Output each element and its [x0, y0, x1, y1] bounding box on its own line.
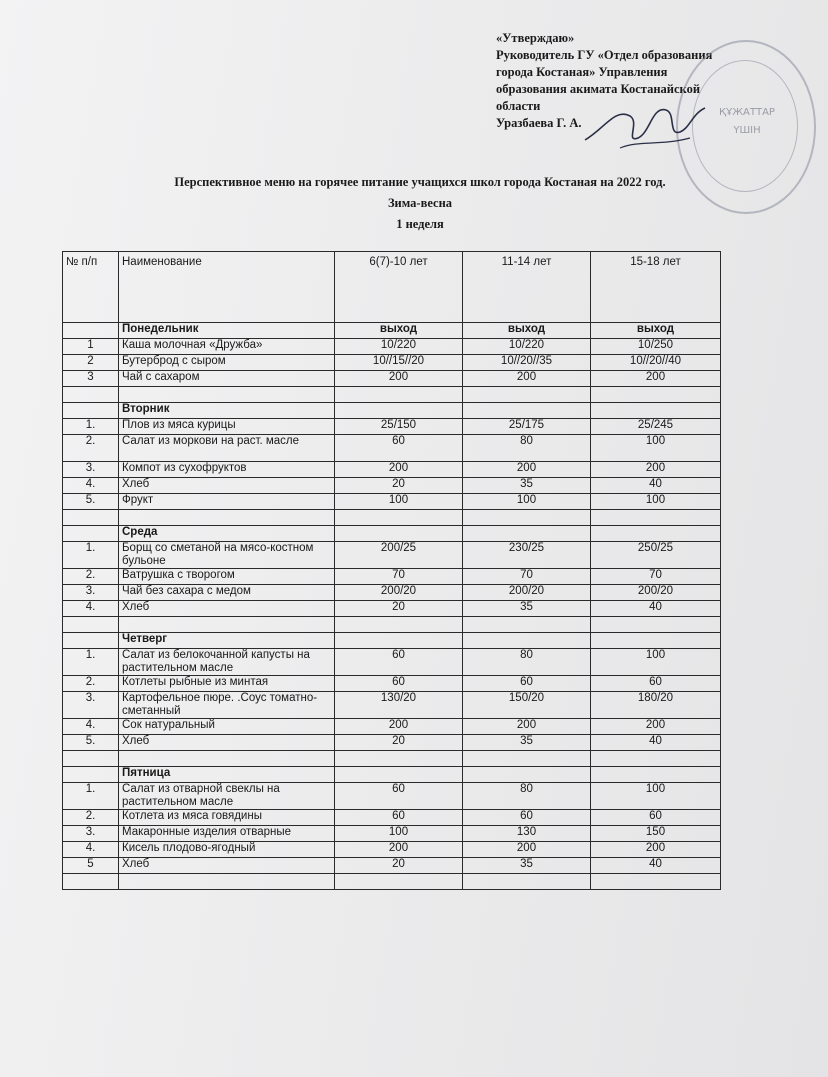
portion-age-6-10: 70	[335, 569, 463, 585]
portion-age-6-10: 20	[335, 858, 463, 874]
empty-cell	[335, 874, 463, 890]
item-number: 1.	[63, 542, 119, 569]
portion-age-11-14: 150/20	[463, 692, 591, 719]
portion-age-11-14: 25/175	[463, 419, 591, 435]
dish-name: Сок натуральный	[119, 719, 335, 735]
approval-line: образования акимата Костанайской	[496, 82, 701, 96]
table-row	[63, 494, 721, 510]
portion-age-6-10: 20	[335, 478, 463, 494]
spacer-row	[63, 617, 721, 633]
menu-week: 1 неделя	[396, 217, 444, 231]
table-row	[63, 585, 721, 601]
dish-name: Макаронные изделия отварные	[119, 826, 335, 842]
portion-age-15-18: 70	[591, 569, 721, 585]
item-number: 2	[63, 355, 119, 371]
empty-cell	[63, 323, 119, 339]
item-number: 5	[63, 858, 119, 874]
portion-age-6-10: 60	[335, 649, 463, 676]
portion-age-15-18: 40	[591, 601, 721, 617]
output-label	[335, 403, 463, 419]
item-number: 3.	[63, 692, 119, 719]
approval-line: области	[496, 99, 541, 113]
portion-age-6-10: 100	[335, 494, 463, 510]
header-age-6-10: 6(7)-10 лет	[335, 252, 463, 323]
portion-age-6-10: 60	[335, 810, 463, 826]
dish-name: Чай без сахара с медом	[119, 585, 335, 601]
portion-age-15-18: 180/20	[591, 692, 721, 719]
portion-age-6-10: 200	[335, 719, 463, 735]
portion-age-15-18: 40	[591, 478, 721, 494]
portion-age-6-10: 200	[335, 371, 463, 387]
menu-season: Зима-весна	[387, 196, 453, 210]
empty-cell	[591, 617, 721, 633]
day-name: Четверг	[119, 633, 335, 649]
empty-cell	[63, 767, 119, 783]
output-label	[335, 767, 463, 783]
spacer-row	[63, 510, 721, 526]
portion-age-11-14: 35	[463, 858, 591, 874]
portion-age-11-14: 200	[463, 719, 591, 735]
output-label	[591, 526, 721, 542]
item-number: 5.	[63, 494, 119, 510]
item-number: 2.	[63, 569, 119, 585]
portion-age-11-14: 35	[463, 478, 591, 494]
table-row	[63, 810, 721, 826]
empty-cell	[463, 510, 591, 526]
portion-age-15-18: 100	[591, 649, 721, 676]
dish-name: Салат из моркови на раст. масле	[119, 435, 335, 462]
portion-age-15-18: 60	[591, 676, 721, 692]
portion-age-15-18: 25/245	[591, 419, 721, 435]
empty-cell	[119, 617, 335, 633]
portion-age-6-10: 200/25	[335, 542, 463, 569]
dish-name: Хлеб	[119, 601, 335, 617]
output-label	[463, 403, 591, 419]
empty-cell	[63, 403, 119, 419]
signature-scribble	[580, 88, 710, 158]
table-row	[63, 601, 721, 617]
portion-age-11-14: 70	[463, 569, 591, 585]
portion-age-11-14: 10//20//35	[463, 355, 591, 371]
portion-age-15-18: 10//20//40	[591, 355, 721, 371]
empty-cell	[591, 387, 721, 403]
empty-cell	[63, 633, 119, 649]
item-number: 3	[63, 371, 119, 387]
day-row	[63, 767, 721, 783]
item-number: 4.	[63, 601, 119, 617]
portion-age-6-10: 200	[335, 842, 463, 858]
item-number: 3.	[63, 462, 119, 478]
item-number: 4.	[63, 842, 119, 858]
day-name: Пятница	[119, 767, 335, 783]
dish-name: Чай с сахаром	[119, 371, 335, 387]
output-label	[591, 403, 721, 419]
menu-title: Перспективное меню на горячее питание учащихся школ города Костаная на 2022 год.	[174, 175, 666, 189]
portion-age-11-14: 200	[463, 462, 591, 478]
output-label	[463, 633, 591, 649]
table-row	[63, 371, 721, 387]
table-row	[63, 462, 721, 478]
portion-age-6-10: 60	[335, 676, 463, 692]
empty-cell	[335, 510, 463, 526]
item-number: 1.	[63, 649, 119, 676]
header-name: Наименование	[119, 252, 335, 323]
output-label	[591, 633, 721, 649]
seal-label: ҚҰЖАТТАР ҮШІН	[719, 107, 775, 136]
item-number: 4.	[63, 478, 119, 494]
spacer-row	[63, 751, 721, 767]
dish-name: Каша молочная «Дружба»	[119, 339, 335, 355]
empty-cell	[335, 387, 463, 403]
portion-age-11-14: 10/220	[463, 339, 591, 355]
table-row	[63, 826, 721, 842]
portion-age-11-14: 80	[463, 649, 591, 676]
portion-age-6-10: 100	[335, 826, 463, 842]
output-label: выход	[463, 323, 591, 339]
portion-age-15-18: 40	[591, 735, 721, 751]
empty-cell	[119, 510, 335, 526]
day-name: Понедельник	[119, 323, 335, 339]
dish-name: Салат из отварной свеклы на растительном масле	[119, 783, 335, 810]
table-row	[63, 735, 721, 751]
portion-age-11-14: 200/20	[463, 585, 591, 601]
output-label	[591, 767, 721, 783]
table-row	[63, 339, 721, 355]
output-label	[335, 526, 463, 542]
item-number: 2.	[63, 435, 119, 462]
dish-name: Хлеб	[119, 735, 335, 751]
portion-age-15-18: 40	[591, 858, 721, 874]
portion-age-15-18: 10/250	[591, 339, 721, 355]
empty-cell	[63, 617, 119, 633]
item-number: 3.	[63, 585, 119, 601]
spacer-row	[63, 387, 721, 403]
table-row	[63, 569, 721, 585]
portion-age-6-10: 20	[335, 601, 463, 617]
portion-age-11-14: 60	[463, 676, 591, 692]
table-row	[63, 783, 721, 810]
dish-name: Кисель плодово-ягодный	[119, 842, 335, 858]
portion-age-11-14: 230/25	[463, 542, 591, 569]
portion-age-15-18: 150	[591, 826, 721, 842]
item-number: 2.	[63, 810, 119, 826]
dish-name: Компот из сухофруктов	[119, 462, 335, 478]
portion-age-15-18: 200/20	[591, 585, 721, 601]
portion-age-11-14: 100	[463, 494, 591, 510]
dish-name: Ватрушка с творогом	[119, 569, 335, 585]
header-num: № п/п	[63, 252, 119, 323]
table-row	[63, 676, 721, 692]
approval-line: города Костаная» Управления	[496, 65, 668, 79]
portion-age-11-14: 200	[463, 842, 591, 858]
dish-name: Хлеб	[119, 478, 335, 494]
portion-age-6-10: 20	[335, 735, 463, 751]
approval-line: Руководитель ГУ «Отдел образования	[496, 48, 713, 62]
portion-age-6-10: 200	[335, 462, 463, 478]
empty-cell	[119, 387, 335, 403]
empty-cell	[591, 510, 721, 526]
day-row	[63, 323, 721, 339]
output-label	[463, 767, 591, 783]
document-heading	[120, 172, 720, 235]
day-row	[63, 526, 721, 542]
dish-name: Бутерброд с сыром	[119, 355, 335, 371]
item-number: 5.	[63, 735, 119, 751]
portion-age-15-18: 60	[591, 810, 721, 826]
empty-cell	[463, 387, 591, 403]
empty-cell	[63, 874, 119, 890]
table-row	[63, 355, 721, 371]
portion-age-11-14: 200	[463, 371, 591, 387]
empty-cell	[63, 387, 119, 403]
day-name: Среда	[119, 526, 335, 542]
portion-age-11-14: 35	[463, 735, 591, 751]
dish-name: Хлеб	[119, 858, 335, 874]
empty-cell	[119, 751, 335, 767]
portion-age-15-18: 250/25	[591, 542, 721, 569]
portion-age-15-18: 200	[591, 719, 721, 735]
empty-cell	[463, 617, 591, 633]
empty-cell	[119, 874, 335, 890]
dish-name: Плов из мяса курицы	[119, 419, 335, 435]
day-row	[63, 633, 721, 649]
output-label: выход	[591, 323, 721, 339]
item-number: 1.	[63, 783, 119, 810]
portion-age-6-10: 10//15//20	[335, 355, 463, 371]
portion-age-6-10: 25/150	[335, 419, 463, 435]
empty-cell	[463, 874, 591, 890]
empty-cell	[591, 874, 721, 890]
table-row	[63, 719, 721, 735]
dish-name: Салат из белокочанной капусты на растительном масле	[119, 649, 335, 676]
header-age-15-18: 15-18 лет	[591, 252, 721, 323]
table-row	[63, 419, 721, 435]
table-row	[63, 692, 721, 719]
dish-name: Котлеты рыбные из минтая	[119, 676, 335, 692]
portion-age-15-18: 200	[591, 371, 721, 387]
item-number: 3.	[63, 826, 119, 842]
output-label	[463, 526, 591, 542]
empty-cell	[63, 751, 119, 767]
output-label	[335, 633, 463, 649]
table-row	[63, 435, 721, 462]
table-row	[63, 649, 721, 676]
portion-age-11-14: 35	[463, 601, 591, 617]
empty-cell	[63, 510, 119, 526]
table-row	[63, 842, 721, 858]
portion-age-11-14: 60	[463, 810, 591, 826]
empty-cell	[463, 751, 591, 767]
spacer-row	[63, 874, 721, 890]
portion-age-15-18: 200	[591, 842, 721, 858]
portion-age-11-14: 130	[463, 826, 591, 842]
portion-age-6-10: 60	[335, 783, 463, 810]
portion-age-11-14: 80	[463, 435, 591, 462]
header-age-11-14: 11-14 лет	[463, 252, 591, 323]
portion-age-15-18: 100	[591, 783, 721, 810]
approval-signatory: Уразбаева Г. А.	[496, 116, 582, 130]
item-number: 2.	[63, 676, 119, 692]
portion-age-6-10: 200/20	[335, 585, 463, 601]
dish-name: Фрукт	[119, 494, 335, 510]
portion-age-6-10: 10/220	[335, 339, 463, 355]
output-label: выход	[335, 323, 463, 339]
empty-cell	[335, 617, 463, 633]
item-number: 1.	[63, 419, 119, 435]
header-row	[63, 252, 721, 323]
table-row	[63, 858, 721, 874]
portion-age-15-18: 100	[591, 494, 721, 510]
item-number: 4.	[63, 719, 119, 735]
dish-name: Картофельное пюре. .Соус томатно-сметанный	[119, 692, 335, 719]
empty-cell	[63, 526, 119, 542]
portion-age-6-10: 130/20	[335, 692, 463, 719]
item-number: 1	[63, 339, 119, 355]
menu-table	[62, 251, 721, 890]
portion-age-15-18: 200	[591, 462, 721, 478]
table-row	[63, 542, 721, 569]
table-row	[63, 478, 721, 494]
dish-name: Котлета из мяса говядины	[119, 810, 335, 826]
approval-title: «Утверждаю»	[496, 31, 575, 45]
dish-name: Борщ со сметаной на мясо-костном бульоне	[119, 542, 335, 569]
empty-cell	[591, 751, 721, 767]
day-row	[63, 403, 721, 419]
portion-age-6-10: 60	[335, 435, 463, 462]
day-name: Вторник	[119, 403, 335, 419]
portion-age-11-14: 80	[463, 783, 591, 810]
portion-age-15-18: 100	[591, 435, 721, 462]
empty-cell	[335, 751, 463, 767]
